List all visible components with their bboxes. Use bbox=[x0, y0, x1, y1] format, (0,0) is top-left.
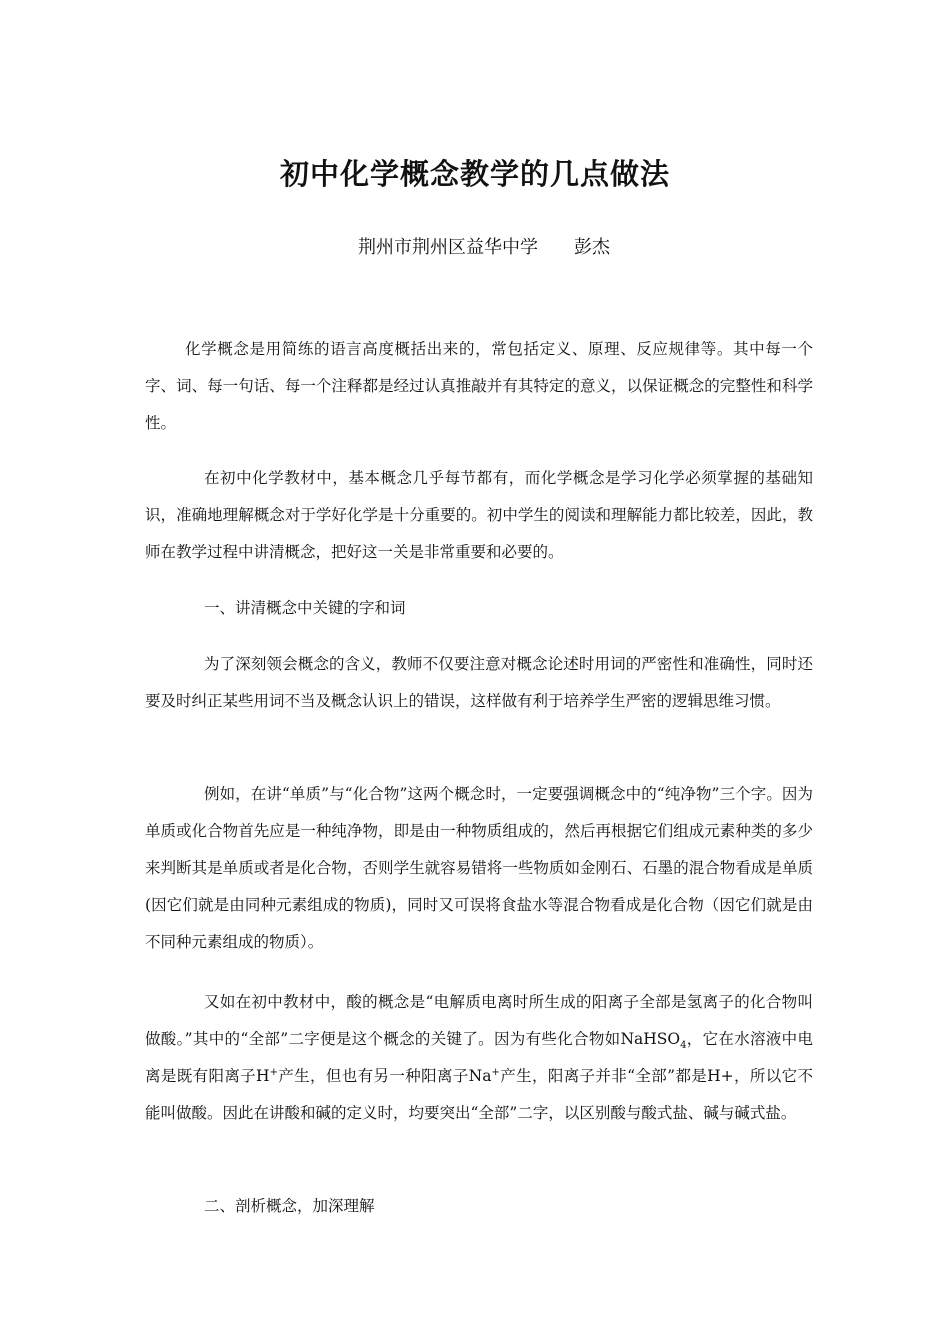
acid-text-b: ，它在水溶液中电离是既有阳离子H bbox=[145, 1030, 813, 1085]
paragraph-precision: 为了深刻领会概念的含义，教师不仅要注意对概念论述时用词的严密性和准确性，同时还要及时纠正某些用词不当及概念认识上的错误，这样做有利于培养学生严密的逻辑思维习惯。 bbox=[145, 655, 813, 710]
author-affiliation: 荆州市荆州区益华中学 bbox=[358, 237, 538, 258]
sodium-ion-superscript: + bbox=[491, 1066, 500, 1078]
paragraph-example-substance: 例如，在讲“单质”与“化合物”这两个概念时，一定要强调概念中的“纯净物”三个字。因为单质或化合物首先应是一种纯净物，即是由一种物质组成的，然后再根据它们组成元素种类的多少来判断其是单质或者是化合物，否则学生就容易错将一些物质如金刚石、石墨的混合物看成是单质(因它们就是由同种元素组成的物质)，同时又可误将食盐水等混合物看成是化合物（因它们就是由不同种元素组成的物质）。 bbox=[145, 785, 813, 951]
acid-text-c: 产生，但也有另一种阳离子Na bbox=[277, 1067, 492, 1085]
section-heading-2: 二、剖析概念，加深理解 bbox=[204, 1197, 375, 1215]
paragraph-importance: 在初中化学教材中，基本概念几乎每节都有，而化学概念是学习化学必须掌握的基础知识，准确地理解概念对于学好化学是十分重要的。初中学生的阅读和理解能力都比较差，因此，教师在教学过程中讲清概念，把好这一关是非常重要和必要的。 bbox=[145, 469, 813, 561]
paragraph-intro: 化学概念是用简练的语言高度概括出来的，常包括定义、原理、反应规律等。其中每一个字、词、每一句话、每一个注释都是经过认真推敲并有其特定的意义，以保证概念的完整性和科学性。 bbox=[145, 340, 813, 432]
acid-text-d: 产生，阳离子并非“全部”都是H+，所以它不能叫做酸。因此在讲酸和碱的定义时，均要突出“全部”二字，以区别酸与酸式盐、碱与碱式盐。 bbox=[145, 1067, 813, 1122]
author-name: 彭杰 bbox=[574, 237, 610, 258]
paragraph-example-acid bbox=[145, 984, 813, 1132]
document-title: 初中化学概念教学的几点做法 bbox=[279, 157, 670, 191]
acid-text-a: 又如在初中教材中，酸的概念是“电解质电离时所生成的阳离子全部是氢离子的化合物叫做酸。”其中的“全部”二字便是这个概念的关键了。因为有些化合物如NaHSO bbox=[145, 993, 813, 1048]
author-line bbox=[358, 233, 610, 259]
section-heading-1: 一、讲清概念中关键的字和词 bbox=[204, 599, 406, 617]
sulfate-subscript: 4 bbox=[680, 1040, 687, 1052]
hydrogen-ion-superscript: + bbox=[269, 1066, 278, 1078]
